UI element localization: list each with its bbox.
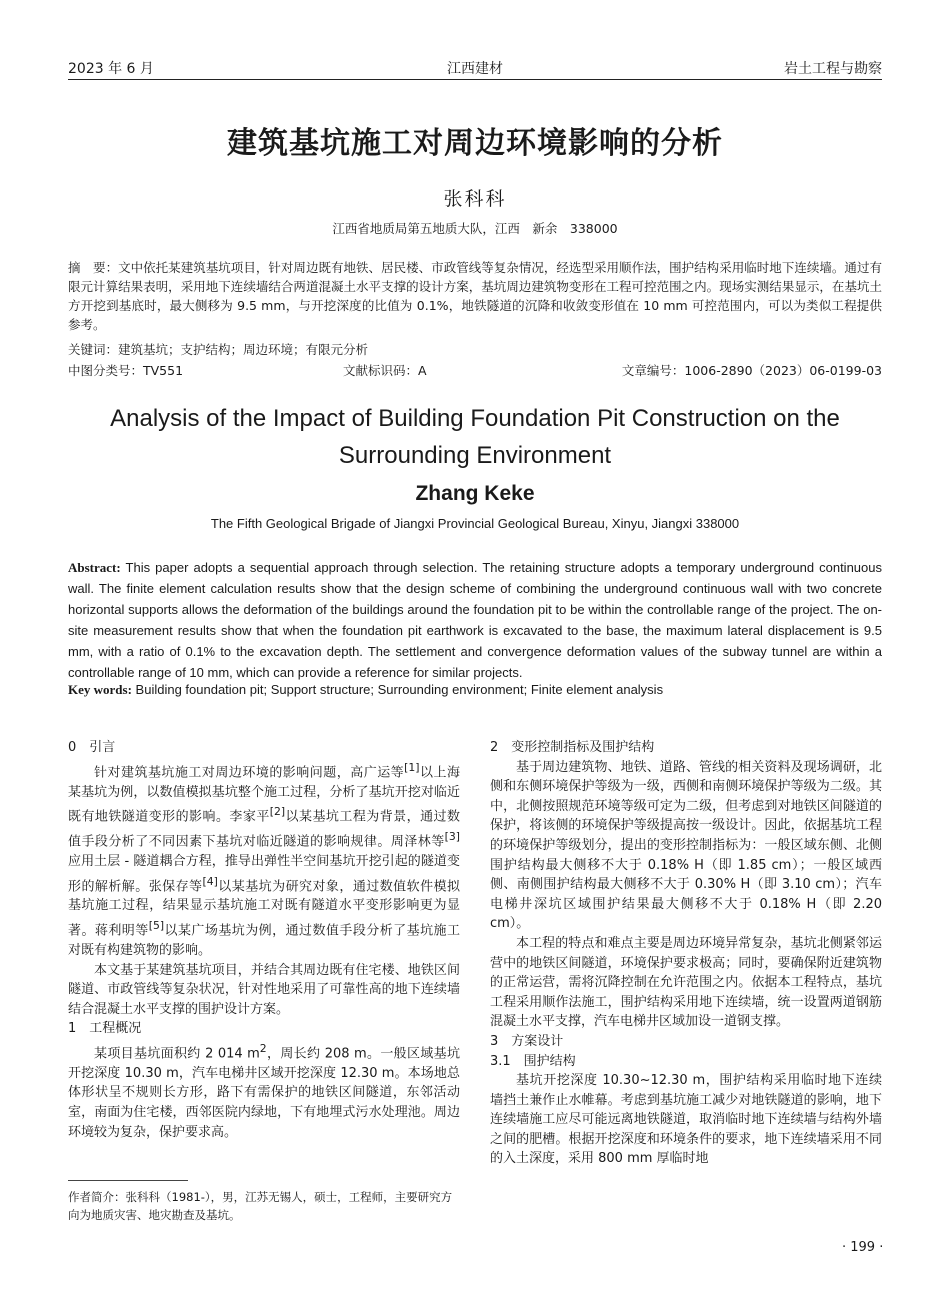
section-heading-2: 2 变形控制指标及围护结构 bbox=[490, 740, 655, 755]
english-affiliation: The Fifth Geological Brigade of Jiangxi Provincial Geological Bureau, Xinyu, Jiangxi 338000 bbox=[210, 516, 740, 531]
intro-paragraph-1 bbox=[68, 758, 460, 961]
article-number: 文章编号：1006-2890（2023）06-0199-03 bbox=[621, 363, 882, 378]
citation-ref: [3] bbox=[444, 830, 460, 844]
right-column bbox=[490, 738, 882, 1169]
control-index-paragraph: 基于周边建筑物、地铁、道路、管线的相关资料及现场调研，北侧和东侧环境保护等级为一级，西侧和南侧环境保护等级为二级。其中，北侧按照规范环境等级可定为二级，但考虑到对地铁区间隧道的保护，将该侧的环境保护等级提高按一级设计。因此，依据基坑工程的环境保护等级划分，提出的变形控制指标为：一般区域东侧、北侧围护结构最大侧移不大于 0.18% H（即 1.85 cm）；一般区域西侧、南侧围护结构最大侧移不大于 0.30% H（即 3.10 cm）；汽车电梯井深坑区域围护结果最大侧移不大于 0.18% H（即 2.20 cm）。 bbox=[490, 759, 882, 932]
english-abstract-text: This paper adopts a sequential approach through selection. The retaining structure adopts a temporary underground continuous wall. The finite element calculation results show that the design scheme of combining the underground continuous wall with two concrete horizontal supports allows the deformation of the buildings around the foundation pit to be within the controllable range of the project. The on-site measurement results show that when the foundation pit earthwork is excavated to the base, the maximum lateral displacement is 9.5 mm, with a ratio of 0.1% to the excavation depth. The settlement and convergence deformation values of the subway tunnel are within a controllable range of 10 mm, which can provide a reference for similar projects. bbox=[68, 560, 882, 680]
english-abstract-label: Abstract: bbox=[68, 560, 121, 575]
citation-ref: [4] bbox=[202, 874, 218, 888]
intro-text: 应用土层 - 隧道耦合方程，推导出弹性半空间基坑开挖引起的隧道变形的解析解。张保存等 bbox=[68, 853, 460, 894]
features-paragraph: 本工程的特点和难点主要是周边环境异常复杂，基坑北侧紧邻运营中的地铁区间隧道，环境保护要求极高；同时，要确保附近建筑物的正常运营，需将沉降控制在允许范围之内。依据本工程特点，基坑工程采用顺作法施工，围护结构采用地下连续墙，统一设置两道钢筋混凝土水平支撑，汽车电梯井区域加设一道钢支撑。 bbox=[490, 935, 882, 1030]
paper-title: 建筑基坑施工对周边环境影响的分析 bbox=[227, 126, 723, 161]
section-heading-1: 1 工程概况 bbox=[68, 1021, 142, 1037]
header-section: 岩土工程与勘察 bbox=[784, 61, 882, 77]
abstract-text: 文中依托某建筑基坑项目，针对周边既有地铁、居民楼、市政管线等复杂情况，经选型采用顺作法，围护结构采用临时地下连续墙。通过有限元计算结果表明，采用地下连续墙结合两道混凝土水平支撑的设计方案，基坑周边建筑物变形在工程可控范围之内。现场实测结果显示，在基坑土方开挖到基底时，最大侧移为 9.5 mm，与开挖深度的比值为 0.1%，地铁隧道的沉降和收敛变形值在 10 mm 可控范围内，可以为类似工程提供参考。 bbox=[68, 260, 882, 332]
abstract bbox=[68, 258, 882, 334]
clc-number: 中图分类号：TV551 bbox=[68, 363, 184, 378]
citation-ref: [5] bbox=[148, 919, 165, 933]
english-keywords bbox=[68, 682, 663, 698]
citation-ref: [1] bbox=[404, 760, 420, 774]
intro-text: 针对建筑基坑施工对周边环境的影响问题，高广运等 bbox=[94, 764, 405, 780]
intro-text: 以某基坑为研究对象，通过数值软件模拟基坑施工过程，结果显示基坑施工对既有隧道水平变形影响更为显著。蒋利明等 bbox=[68, 878, 460, 939]
retaining-structure-paragraph: 基坑开挖深度 10.30~12.30 m，围护结构采用临时地下连续墙挡土兼作止水帷幕。考虑到基坑施工减少对地铁隧道的影响，地下连续墙施工应尽可能远离地铁隧道，取消临时地下连续墙与结构外墙之间的肥槽。根据开挖深度和环境条件的要求，地下连续墙采用不同的入土深度，采用 800 mm 厚临时地 bbox=[490, 1073, 882, 1167]
citation-ref: [2] bbox=[269, 805, 286, 819]
header-journal: 江西建材 bbox=[447, 61, 503, 77]
english-keywords-label: Key words: bbox=[68, 682, 132, 697]
abstract-label: 摘 要： bbox=[68, 260, 119, 275]
author: 张科科 bbox=[443, 188, 507, 210]
section-heading-0: 0 引言 bbox=[68, 740, 116, 755]
document-code: 文献标识码：A bbox=[343, 363, 427, 378]
subsection-heading-3-1: 3.1 围护结构 bbox=[490, 1053, 576, 1069]
header-rule bbox=[68, 79, 882, 80]
overview-paragraph bbox=[68, 1039, 460, 1142]
overview-text: 某项目基坑面积约 2 014 m bbox=[94, 1046, 260, 1062]
english-title: Analysis of the Impact of Building Foundation Pit Construction on the Surrounding Environment bbox=[110, 405, 840, 469]
section-heading-3: 3 方案设计 bbox=[490, 1033, 564, 1049]
superscript: 2 bbox=[259, 1041, 267, 1055]
affiliation: 江西省地质局第五地质大队，江西 新余 338000 bbox=[332, 221, 618, 236]
page-number: · 199 · bbox=[842, 1240, 884, 1255]
footnote-rule bbox=[68, 1180, 188, 1181]
left-column bbox=[68, 738, 460, 1142]
intro-paragraph-2: 本文基于某建筑基坑项目，并结合其周边既有住宅楼、地铁区间隧道、市政管线等复杂状况，针对性地采用了可靠性高的地下连续墙结合混凝土水平支撑的围护设计方案。 bbox=[68, 962, 460, 1017]
intro-text: 以某广场基坑为例，通过数值手段分析了基坑施工对既有构建筑物的影响。 bbox=[68, 923, 460, 958]
header-date: 2023 年 6 月 bbox=[68, 61, 154, 77]
overview-text: ，周长约 208 m。一般区域基坑开挖深度 10.30 m，汽车电梯井区域开挖深度 12.30 m。本场地总体形状呈不规则长方形，路下有需保护的地铁区间隧道，东邻活动室，南面为住宅楼，西邻医院内绿地，下有地埋式污水处理池。周边环境较为复杂，保护要求高。 bbox=[68, 1046, 460, 1140]
english-keywords-text: Building foundation pit; Support structure; Surrounding environment; Finite element analysis bbox=[135, 682, 664, 697]
intro-text: 以上海某基坑为例，以数值模拟基坑整个施工过程，分析了基坑开挖对临近既有地铁隧道变形的影响。李家平 bbox=[68, 764, 460, 825]
keywords: 关键词：建筑基坑；支护结构；周边环境；有限元分析 bbox=[68, 342, 369, 357]
intro-text: 以某基坑工程为背景，通过数值手段分析了不同因素下基坑对临近隧道的影响规律。周泽林等 bbox=[68, 809, 460, 850]
english-author: Zhang Keke bbox=[415, 482, 535, 505]
author-footnote: 作者简介：张科科（1981-），男，江苏无锡人，硕士，工程师，主要研究方向为地质灾害、地灾勘查及基坑。 bbox=[68, 1190, 453, 1222]
english-abstract bbox=[68, 557, 882, 683]
